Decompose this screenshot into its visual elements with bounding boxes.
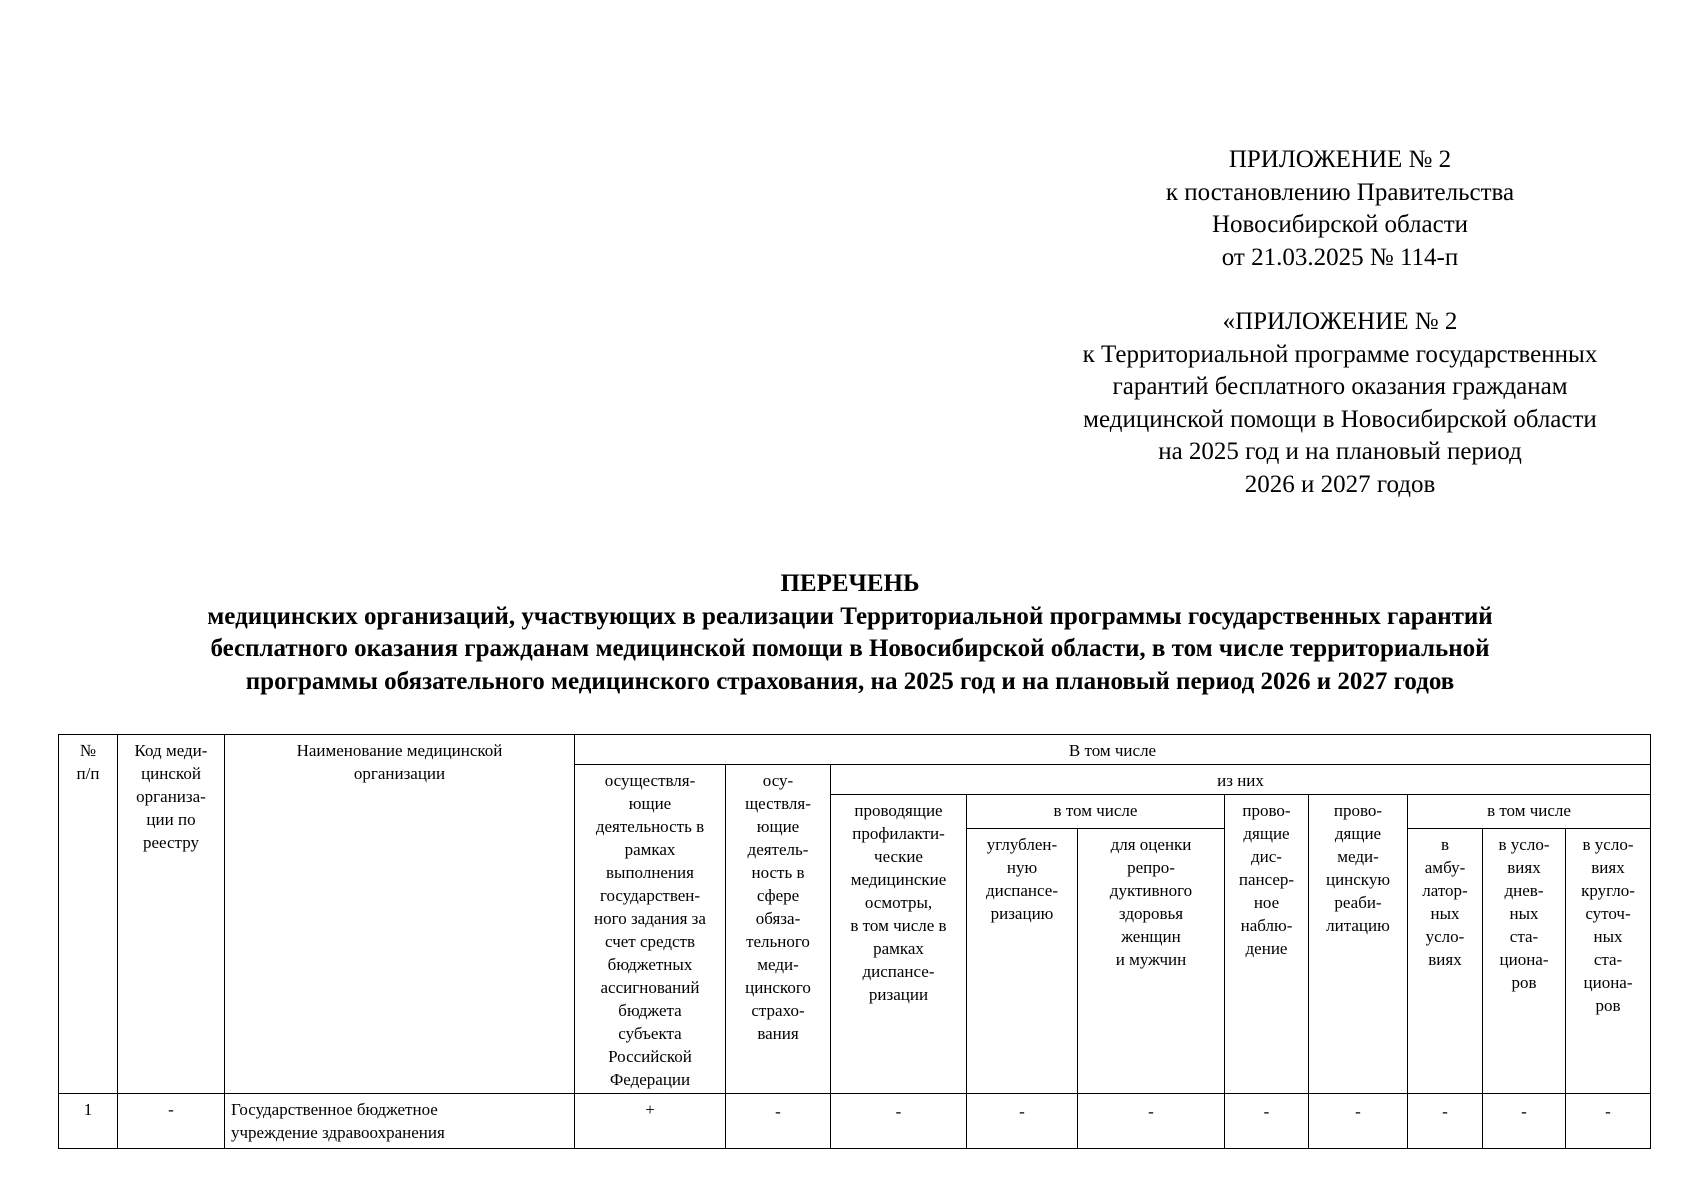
table-row [59, 1094, 1651, 1149]
header-deep-dispensary: углублен- ную диспансе- ризацию [967, 828, 1078, 1094]
header-day-hospital: в усло- виях днев- ных ста- циона- ров [1483, 828, 1566, 1094]
cell-round-clock-hospital: - [1566, 1094, 1651, 1149]
cell-deep-dispensary: - [967, 1094, 1078, 1149]
appendix-line: «ПРИЛОЖЕНИЕ № 2 [1222, 308, 1458, 335]
appendix-current-resolution [1140, 144, 1540, 274]
header-code: Код меди- цинской организа- ции по реестру [118, 735, 225, 1094]
document-title [60, 568, 1640, 698]
title-line: медицинских организаций, участвующих в реализации Территориальной программы государственных гарантий [207, 602, 1493, 630]
appendix-line: на 2025 год и на плановый период [1158, 438, 1522, 465]
cell-rehabilitation: - [1309, 1094, 1408, 1149]
appendix-territorial-program [1020, 306, 1660, 501]
header-name: Наименование медицинской организации [225, 735, 575, 1094]
appendix-line: 2026 и 2027 годов [1244, 470, 1436, 498]
appendix-line: гарантий бесплатного оказания гражданам [1112, 373, 1568, 400]
header-checkups: проводящие профилакти- ческие медицинские осмотры, в том числе в рамках диспансе- ризации [831, 795, 967, 1094]
appendix-line: к постановлению Правительства [1165, 178, 1515, 206]
cell-name: Государственное бюджетное учреждение здравоохранения [225, 1094, 575, 1149]
cell-state-task: + [575, 1094, 726, 1149]
cell-oms: - [726, 1094, 831, 1149]
appendix-line: ПРИЛОЖЕНИЕ № 2 [1228, 146, 1452, 173]
cell-checkups: - [831, 1094, 967, 1149]
title-heading: ПЕРЕЧЕНЬ [780, 570, 920, 597]
appendix-line: от 21.03.2025 № 114-п [1221, 243, 1459, 271]
title-line: бесплатного оказания гражданам медицинской помощи в Новосибирской области, в том числе территориальной [210, 635, 1490, 662]
header-outpatient: в амбу- латор- ных усло- виях [1408, 828, 1483, 1094]
cell-dispensary-observation: - [1225, 1094, 1309, 1149]
cell-outpatient: - [1408, 1094, 1483, 1149]
appendix-line: Новосибирской области [1211, 211, 1469, 238]
header-round-clock-hospital: в усло- виях кругло- суточ- ных ста- циона- ров [1566, 828, 1651, 1094]
header-including: В том числе [575, 735, 1651, 765]
cell-num: 1 [59, 1094, 118, 1149]
header-including-2: в том числе [967, 795, 1225, 829]
header-state-task: осуществля- ющие деятельность в рамках выполнения государствен- ного задания за счет средств бюджетных ассигнований бюджета субъекта Российской Федерации [575, 765, 726, 1094]
header-including-3: в том числе [1408, 795, 1651, 829]
header-of-them: из них [831, 765, 1651, 795]
header-reproductive-health: для оценки репро- дуктивного здоровья женщин и мужчин [1078, 828, 1225, 1094]
header-num: № п/п [59, 735, 118, 1094]
appendix-line: к Территориальной программе государственных [1082, 340, 1598, 368]
header-oms: осу- ществля- ющие деятель- ность в сфере обяза- тельного меди- цинского страхо- вания [726, 765, 831, 1094]
title-line: программы обязательного медицинского страхования, на 2025 год и на плановый период 2026 и 2027 годов [245, 667, 1455, 695]
cell-reproductive-health: - [1078, 1094, 1225, 1149]
cell-code: - [118, 1094, 225, 1149]
appendix-line: медицинской помощи в Новосибирской области [1083, 405, 1597, 433]
cell-day-hospital: - [1483, 1094, 1566, 1149]
header-rehabilitation: прово- дящие меди- цинскую реаби- литацию [1309, 795, 1408, 1094]
organizations-table [58, 734, 1651, 1149]
header-dispensary-observation: прово- дящие дис- пансер- ное наблю- дение [1225, 795, 1309, 1094]
